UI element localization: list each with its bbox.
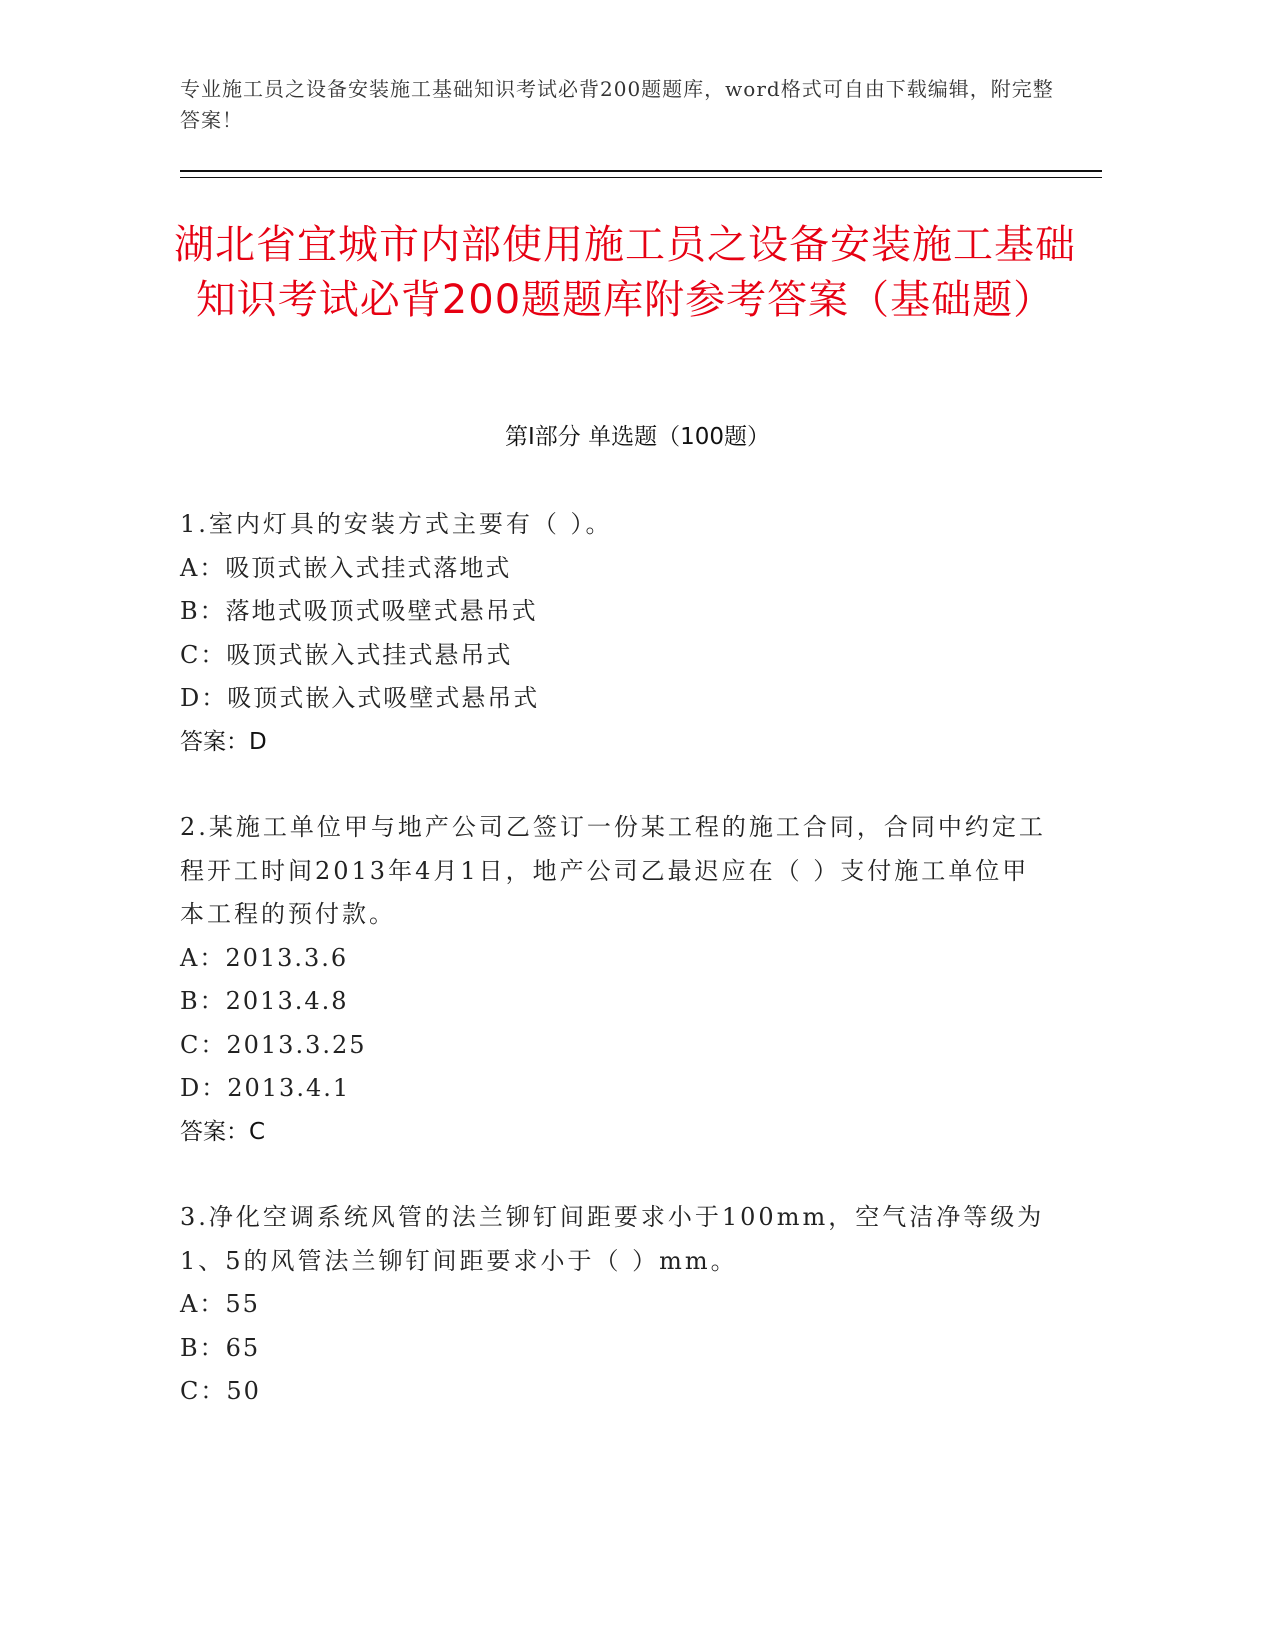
option-a: A：2013.3.6 — [180, 943, 349, 972]
option-c: C：50 — [180, 1377, 261, 1405]
header-divider-thin — [180, 177, 1102, 178]
question-list — [180, 503, 1050, 1456]
option-b: B：2013.4.8 — [180, 987, 349, 1015]
option-c: C：吸顶式嵌入式挂式悬吊式 — [180, 640, 513, 669]
option-b: B：落地式吸顶式吸壁式悬吊式 — [180, 597, 538, 625]
option-d: D：吸顶式嵌入式吸壁式悬吊式 — [180, 684, 540, 712]
question-stem: 1.室内灯具的安装方式主要有（ ）。 — [180, 510, 613, 538]
header-note: 专业施工员之设备安装施工基础知识考试必背200题题库，word格式可自由下载编辑，附完整答案！ — [180, 77, 1054, 132]
header-divider-thick — [180, 170, 1102, 172]
question-stem: 2.某施工单位甲与地产公司乙签订一份某工程的施工合同，合同中约定工程开工时间2013年4月1日，地产公司乙最迟应在（ ）支付施工单位甲本工程的预付款。 — [180, 813, 1046, 928]
question-1 — [180, 503, 1050, 764]
document-title: 湖北省宜城市内部使用施工员之设备安装施工基础知识考试必背200题题库附参考答案（基础题） — [174, 222, 1076, 323]
question-stem: 3.净化空调系统风管的法兰铆钉间距要求小于100mm，空气洁净等级为1、5的风管法兰铆钉间距要求小于（ ）mm。 — [180, 1203, 1045, 1275]
option-a: A：吸顶式嵌入式挂式落地式 — [180, 553, 512, 582]
question-3 — [180, 1196, 1050, 1414]
section-title: 第I部分 单选题（100题） — [505, 424, 770, 450]
option-c: C：2013.3.25 — [180, 1030, 367, 1059]
option-d: D：2013.4.1 — [180, 1074, 351, 1102]
option-b: B：65 — [180, 1333, 261, 1362]
answer: 答案：C — [180, 1118, 266, 1145]
question-2 — [180, 806, 1050, 1154]
option-a: A：55 — [180, 1290, 260, 1318]
answer: 答案：D — [180, 728, 267, 755]
